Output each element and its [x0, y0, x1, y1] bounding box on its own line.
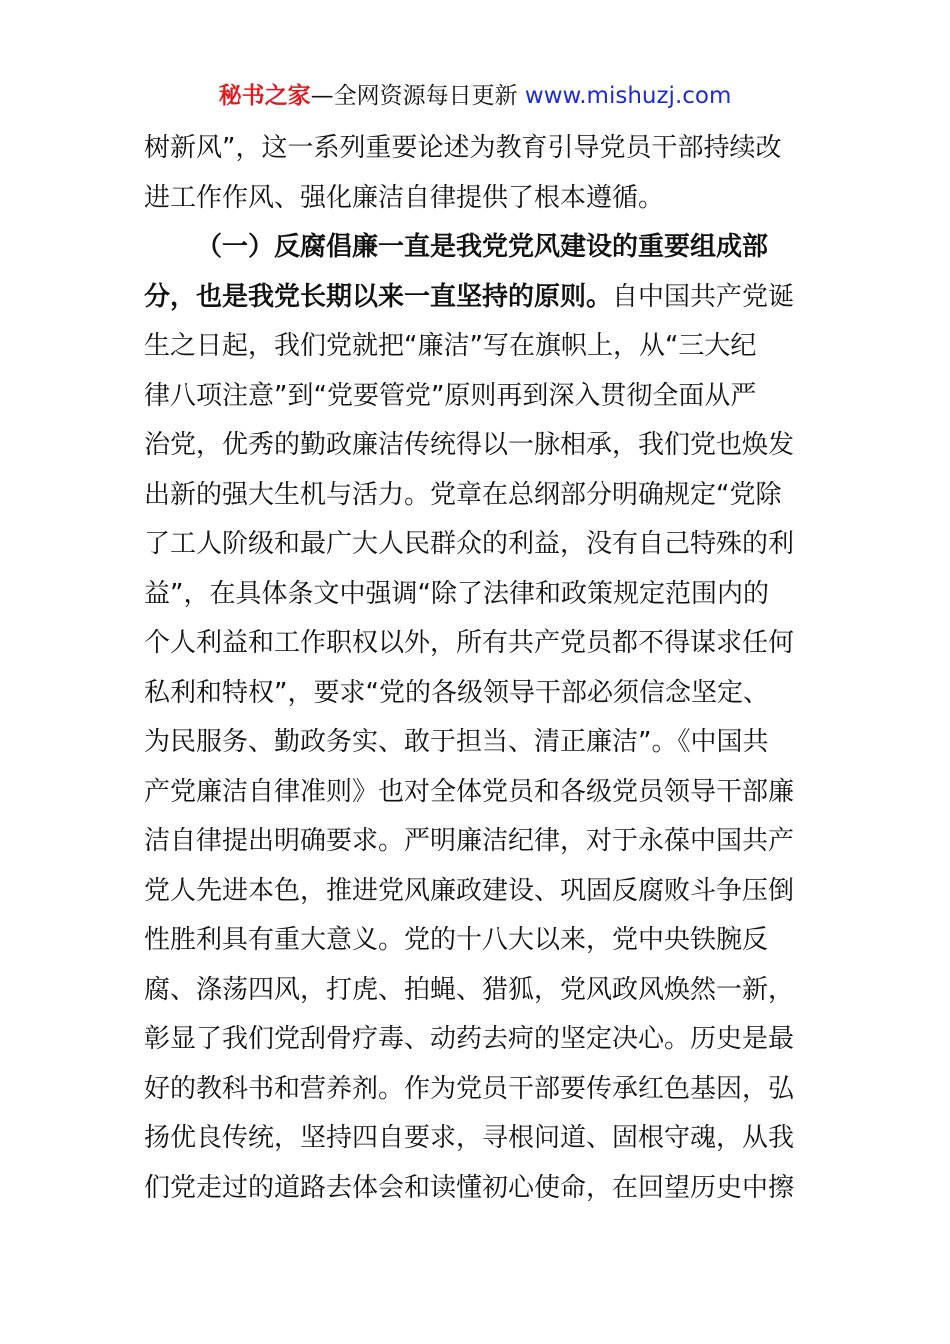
site-header — [0, 80, 950, 112]
text-segment: 党人先进本色，推进党风廉政建设、巩固反腐败斗争压倒 — [144, 875, 795, 906]
text-line — [144, 916, 808, 966]
text-segment: 产党廉洁自律准则》也对全体党员和各级党员领导干部廉 — [144, 776, 795, 807]
text-segment: 好的教科书和营养剂。作为党员干部要传承红色基因，弘 — [144, 1073, 795, 1104]
text-line — [144, 570, 808, 620]
text-segment: 益”，在具体条文中强调“除了法律和政策规定范围内的 — [144, 578, 769, 609]
text-line — [144, 867, 808, 917]
text-line — [144, 223, 808, 273]
text-segment: 了工人阶级和最广大人民群众的利益，没有自己特殊的利 — [144, 529, 795, 559]
text-segment: 自中国共产党诞 — [612, 281, 795, 312]
text-line — [144, 1164, 808, 1214]
text-segment: 治党，优秀的勤政廉洁传统得以一脉相承，我们党也焕发 — [144, 430, 795, 460]
text-line — [144, 768, 808, 818]
text-line — [144, 421, 808, 471]
text-segment: 律八项注意”到“党要管党”原则再到深入贯彻全面从严 — [144, 380, 757, 411]
text-line — [144, 471, 808, 521]
bold-text-segment: （一）反腐倡廉一直是我党党风建设的重要组成部 — [196, 232, 769, 262]
text-line — [144, 174, 808, 224]
text-segment: 出新的强大生机与活力。党章在总纲部分明确规定“党除 — [144, 479, 782, 510]
text-segment: 生之日起，我们党就把“廉洁”写在旗帜上，从“三大纪 — [144, 331, 757, 361]
text-line — [144, 817, 808, 867]
text-segment: 们党走过的道路去体会和读懂初心使命，在回望历史中擦 — [144, 1172, 795, 1203]
text-line — [144, 619, 808, 669]
text-segment: 为民服务、勤政务实、敢于担当、清正廉洁”。《中国共 — [144, 727, 769, 757]
text-segment: 进工作作风、强化廉洁自律提供了根本遵循。 — [144, 182, 665, 213]
text-segment: 树新风”，这一系列重要论述为教育引导党员干部持续改 — [144, 133, 782, 163]
text-segment: 性胜利具有重大意义。党的十八大以来，党中央铁腕反 — [144, 925, 769, 955]
site-url-link[interactable]: www.mishuzj.com — [524, 83, 732, 109]
bold-text-segment: 分，也是我党长期以来一直坚持的原则。 — [144, 281, 613, 312]
text-segment: 私利和特权”，要求“党的各级领导干部必须信念坚定、 — [144, 677, 769, 708]
text-line — [144, 669, 808, 719]
text-line — [144, 718, 808, 768]
text-line — [144, 1114, 808, 1164]
text-line — [144, 273, 808, 323]
text-line — [144, 966, 808, 1016]
site-brand: 秘书之家 — [218, 83, 311, 109]
text-line — [144, 520, 808, 570]
document-body — [144, 124, 808, 1213]
text-segment: 个人利益和工作职权以外，所有共产党员都不得谋求任何 — [144, 628, 795, 658]
text-line — [144, 1015, 808, 1065]
text-segment: 扬优良传统，坚持四自要求，寻根问道、固根守魂，从我 — [144, 1123, 795, 1153]
text-line — [144, 372, 808, 422]
text-line — [144, 1065, 808, 1115]
text-line — [144, 124, 808, 174]
site-tagline: —全网资源每日更新 — [310, 83, 525, 109]
text-segment: 洁自律提出明确要求。严明廉洁纪律，对于永葆中国共产 — [144, 826, 795, 856]
text-line — [144, 322, 808, 372]
text-segment: 腐、涤荡四风，打虎、拍蝇、猎狐，党风政风焕然一新， — [144, 974, 795, 1005]
text-segment: 彰显了我们党刮骨疗毒、动药去疴的坚定决心。历史是最 — [144, 1024, 795, 1054]
